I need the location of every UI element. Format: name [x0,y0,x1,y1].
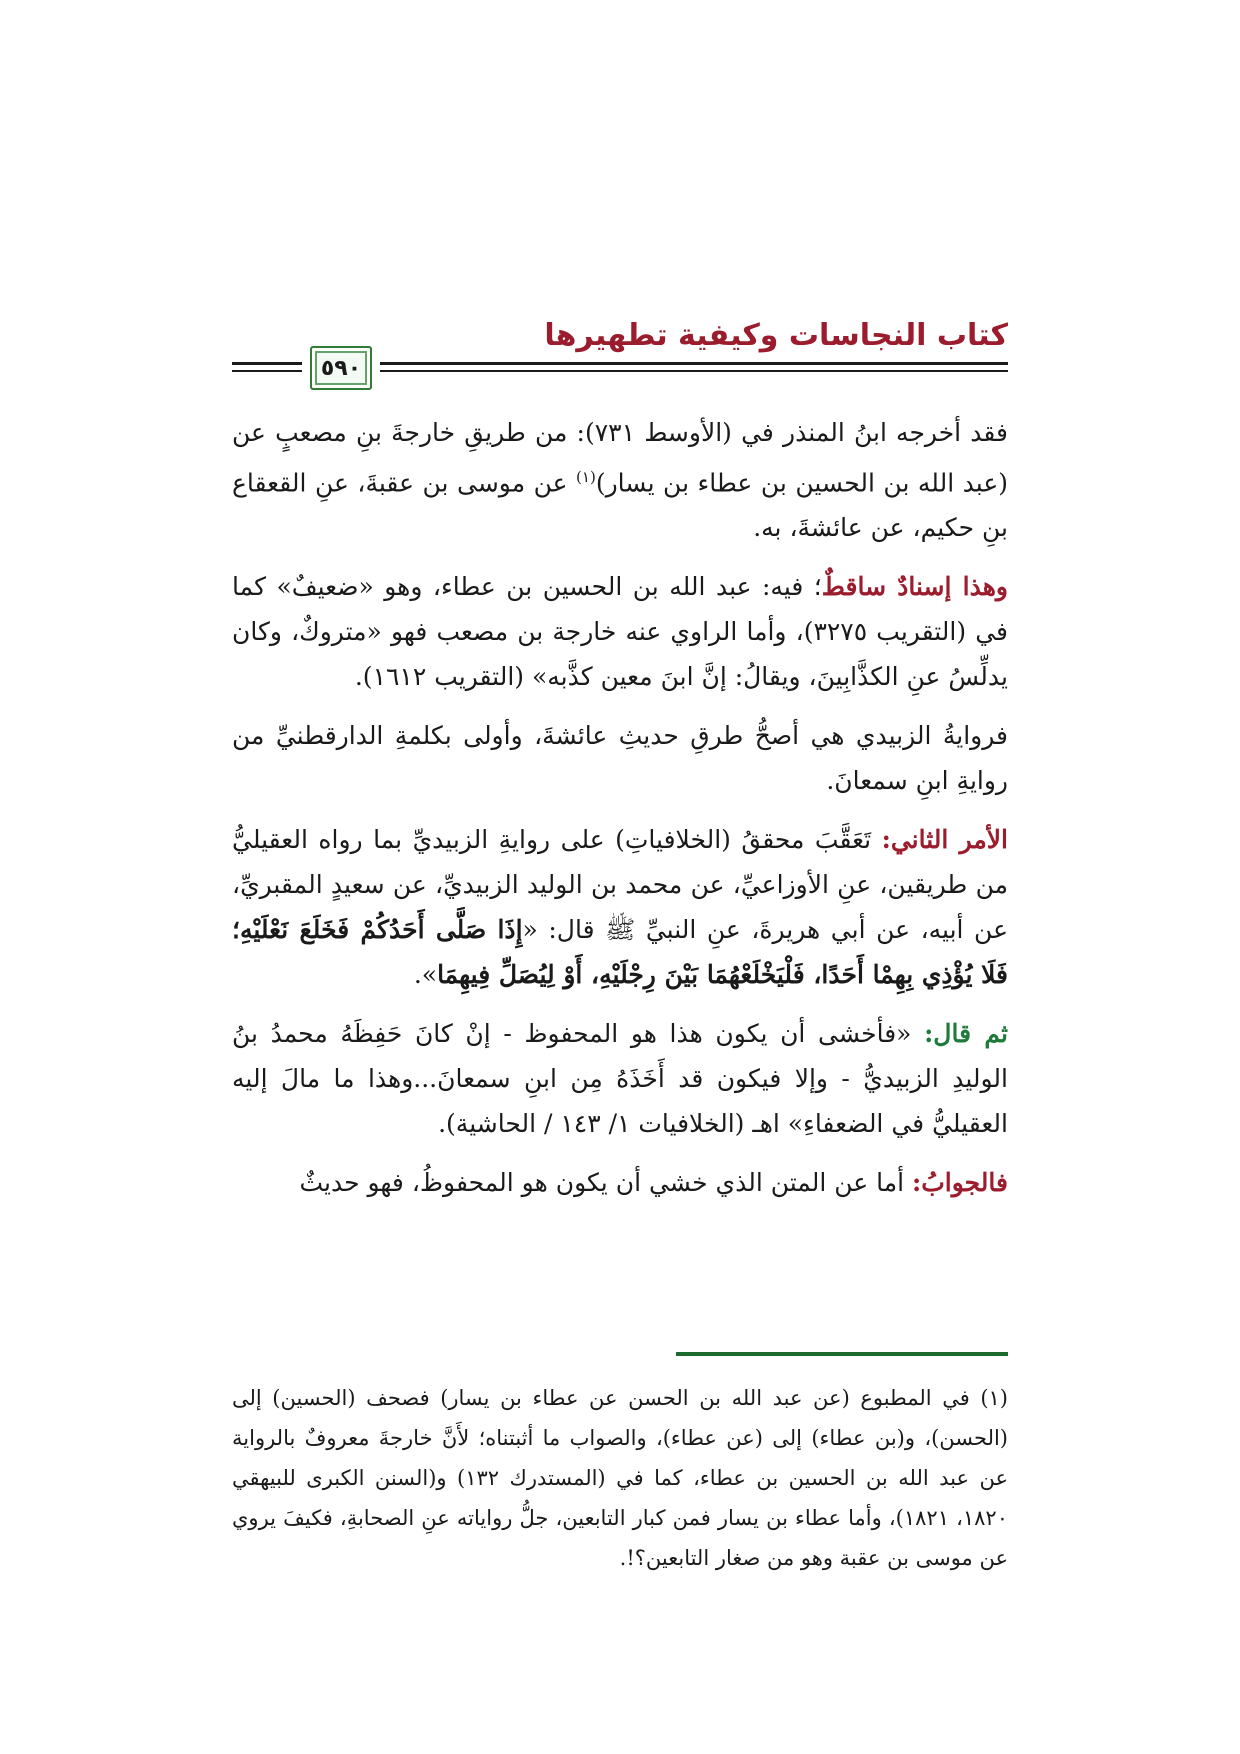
footnotes [232,1378,1008,1578]
header-rule-left-bottom [232,370,302,372]
page-header [232,318,1008,388]
highlight-lead: فالجوابُ: [912,1168,1008,1198]
paragraph-2: وهذا إسنادٌ ساقطٌ؛ فيه: عبد الله بن الحسين بن عطاء، وهو «ضعيفٌ» كما في (التقريب ٣٢٧٥)، وأما الراوي عنه خارجة بن مصعب فهو «متروكٌ، وكان يدلِّسُ عنِ الكذَّابِينَ، ويقالُ: إنَّ ابنَ معين كذَّبه» (التقريب ١٦١٢). [232,572,1008,692]
paragraph-3: فروايةُ الزبيدي هي أصحُّ طرقِ حديثِ عائشةَ، وأولى بكلمةِ الدارقطنيِّ من روايةِ ابنِ سمعانَ. [232,721,1008,796]
main-text [232,410,1008,1219]
highlight-lead: ثم قال: [924,1019,1008,1049]
paragraph-1: فقد أخرجه ابنُ المنذر في (الأوسط ٧٣١): من طريقِ خارجةَ بنِ مصعبٍ عن (عبد الله بن الحسين بن عطاء بن يسار)$^{(١)}$ عن موسى بن عقبةَ، عنِ القعقاع بنِ حكيم، عن عائشةَ، به. [232,418,1008,543]
highlight-lead: الأمر الثاني: [881,825,1008,855]
header-rule-left-top [232,362,302,365]
hadith-text: إِذَا صَلَّى أَحَدُكُمْ فَخَلَعَ نَعْلَيْهِ؛ فَلَا يُؤْذِي بِهِمْا أَحَدًا، فَلْيَخْلَعْهُمَا بَيْنَ رِجْلَيْهِ، أَوْ لِيُصَلِّ فِيهِمَا [232,915,1008,990]
header-rule-top [380,362,1008,365]
highlight-lead: وهذا إسنادٌ ساقطٌ [821,572,1008,602]
paragraph-5: ثم قال: «فأخشى أن يكون هذا هو المحفوظ - إنْ كانَ حَفِظَهُ محمدُ بنُ الوليدِ الزبيديُّ - وإلا فيكون قد أَخَذَهُ مِن ابنِ سمعانَ...وهذا ما مالَ إليه العقيليُّ في الضعفاءِ» اهـ (الخلافيات ١/ ١٤٣ / الحاشية). [232,1019,1008,1139]
footnote-number: (١) [980,1386,1008,1410]
paragraph-4: الأمر الثاني: تَعَقَّبَ محققُ (الخلافياتِ) على روايةِ الزبيديِّ بما رواه العقيليُّ من طريقين، عنِ الأوزاعيِّ، عن محمد بن الوليد الزبيديِّ، عن سعيدٍ المقبريِّ، عن أبيه، عن أبي هريرةَ، عنِ النبيِّ ﷺ قال: «إِذَا صَلَّى أَحَدُكُمْ فَخَلَعَ نَعْلَيْهِ؛ فَلَا يُؤْذِي بِهِمْا أَحَدًا، فَلْيَخْلَعْهُمَا بَيْنَ رِجْلَيْهِ، أَوْ لِيُصَلِّ فِيهِمَا». [232,825,1008,990]
footnote-ref[interactable]: (١) [576,468,596,486]
footnote-text: في المطبوع (عن عبد الله بن الحسن عن عطاء بن يسار) فصحف (الحسين) إلى (الحسن)، و(بن عطاء) إلى (عن عطاء)، والصواب ما أثبتناه؛ لأَنَّ خارجةَ معروفٌ بالرواية عن عبد الله بن الحسين بن عطاء، كما في (المستدرك ١٣٢) و(السنن الكبرى للبيهقي ١٨٢٠، ١٨٢١)، وأما عطاء بن يسار فمن كبار التابعين، جلُّ رواياته عنِ الصحابةِ، فكيفَ يروي عن موسى بن عقبة وهو من صغار التابعين؟!. [232,1386,1008,1570]
page-number-badge: ٥٩٠ [310,346,372,390]
book-title: كتاب النجاسات وكيفية تطهيرها [544,318,1008,353]
header-rule-bottom [380,370,1008,372]
paragraph-6: فالجوابُ: أما عن المتن الذي خشي أن يكون هو المحفوظُ، فهو حديثٌ [299,1168,1008,1198]
footnote-divider [676,1352,1008,1356]
